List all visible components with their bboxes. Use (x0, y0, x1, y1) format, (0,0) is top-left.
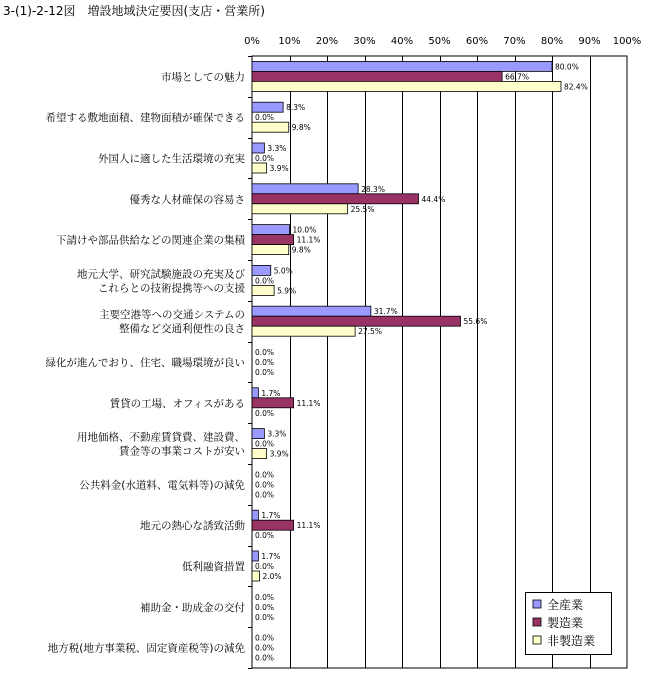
data-label: 0.0% (255, 653, 275, 663)
data-label: 0.0% (255, 643, 275, 653)
category-label-line: 整備など交通利便性の良さ (119, 323, 245, 336)
data-label: 3.3% (267, 429, 287, 439)
category-label-line: 公共料金(水道料、電気料等)の減免 (79, 479, 245, 492)
bar (252, 551, 258, 561)
bar (252, 571, 260, 581)
data-label: 55.6% (463, 317, 488, 327)
bar (252, 316, 461, 326)
category-label (140, 601, 245, 614)
x-tick-label: 90% (578, 36, 601, 47)
category-label (77, 431, 245, 458)
bar (252, 449, 267, 459)
bar (252, 122, 289, 132)
bar (252, 81, 561, 91)
category-label-line: 地元の熱心な誘致活動 (140, 520, 245, 533)
legend (526, 593, 612, 655)
x-tick-label: 40% (390, 36, 414, 47)
x-tick-label: 10% (278, 36, 301, 47)
gridlines (252, 56, 627, 668)
category-label (130, 193, 246, 206)
legend-swatch (533, 636, 541, 644)
bar (252, 235, 294, 245)
data-label: 31.7% (373, 307, 398, 317)
x-tick-label: 30% (353, 36, 376, 47)
data-label: 0.0% (255, 612, 275, 622)
data-label: 8.3% (286, 103, 306, 113)
x-tick-label: 0% (244, 36, 260, 47)
data-label: 9.8% (291, 245, 311, 255)
category-label (140, 519, 245, 532)
data-label: 11.1% (296, 398, 321, 408)
bar (252, 204, 348, 214)
data-label: 0.0% (255, 276, 275, 286)
category-label-line: 補助金・助成金の交付 (140, 601, 245, 614)
bar (252, 520, 294, 530)
data-label: 27.5% (358, 327, 382, 337)
data-label: 28.3% (361, 184, 385, 194)
bar (252, 71, 502, 81)
data-label: 1.7% (261, 388, 281, 398)
legend-swatch (533, 618, 541, 626)
category-label (56, 234, 246, 247)
category-label (77, 267, 245, 294)
bar (252, 102, 283, 112)
data-label: 0.0% (255, 368, 275, 377)
category-label-line: 地元大学、研究試験施設の充実及び (77, 268, 245, 281)
data-label: 0.0% (255, 592, 275, 602)
bar (252, 225, 290, 235)
data-label: 82.4% (564, 82, 588, 92)
category-label-line: 希望する敷地面積、建物面積が確保できる (45, 112, 245, 125)
legend-label: 製造業 (547, 616, 584, 630)
category-label-line: これらとの技術提携等への支援 (98, 282, 245, 295)
category-label (99, 308, 245, 335)
data-label: 0.0% (255, 531, 275, 541)
bar (252, 398, 294, 408)
data-label: 0.0% (255, 633, 275, 643)
data-label: 0.0% (255, 408, 275, 418)
category-label-line: 外国人に適した生活環境の充実 (98, 153, 245, 165)
data-label: 0.0% (255, 480, 275, 490)
axes (248, 57, 252, 669)
data-label: 0.0% (255, 602, 275, 612)
x-tick-label: 70% (503, 36, 526, 47)
legend-label: 全産業 (547, 598, 584, 612)
x-tick-label: 20% (315, 36, 339, 47)
category-label-line: 主要空港等への交通システムの (99, 309, 245, 322)
data-label: 0.0% (255, 154, 275, 163)
bar (252, 61, 552, 71)
data-label: 0.0% (255, 358, 275, 367)
x-tick-label: 100% (612, 36, 642, 47)
data-label: 3.3% (267, 144, 287, 153)
data-label: 3.9% (269, 164, 289, 173)
category-label-line: 低利融資措置 (182, 561, 245, 573)
category-label-line: 用地価格、不動産賃貸費、建設費、 (77, 431, 245, 444)
category-label (46, 356, 246, 369)
category-label-line: 地方税(地方事業税、固定資産税等)の減免 (47, 642, 245, 655)
x-axis-ticks (244, 36, 641, 47)
data-label: 9.8% (291, 123, 311, 133)
category-labels (46, 70, 247, 654)
x-tick-label: 60% (465, 36, 489, 47)
category-label (161, 70, 245, 83)
category-label (182, 560, 245, 573)
category-label-line: 下請けや部品供給などの関連企業の集積 (56, 234, 245, 247)
data-label: 11.1% (296, 235, 321, 245)
category-label-line: 賃金等の事業コストが安い (119, 445, 245, 458)
category-label (48, 642, 246, 655)
legend-label: 非製造業 (547, 634, 596, 648)
data-label: 2.0% (262, 572, 282, 581)
data-label: 5.9% (277, 286, 297, 296)
bar (252, 510, 258, 520)
legend-swatch (533, 600, 541, 608)
bar (252, 184, 358, 194)
bar (252, 143, 264, 153)
data-label: 0.0% (255, 562, 275, 571)
data-label: 0.0% (255, 470, 275, 480)
data-label: 0.0% (255, 113, 275, 123)
bar (252, 194, 419, 204)
bar (252, 306, 371, 316)
data-label: 66.7% (505, 72, 529, 82)
data-label: 1.7% (261, 511, 281, 521)
bar (252, 429, 264, 439)
category-label-line: 優秀な人材確保の容易さ (129, 193, 245, 206)
x-tick-label: 50% (428, 36, 451, 47)
category-label-line: 市場としての魅力 (161, 71, 245, 84)
data-label: 11.1% (296, 521, 321, 531)
data-label: 80.0% (555, 62, 579, 72)
category-label (98, 152, 245, 165)
data-label: 0.0% (255, 490, 275, 500)
plot-area (252, 56, 627, 668)
data-label: 10.0% (292, 225, 317, 235)
data-label: 0.0% (255, 439, 275, 449)
chart-title: 3-(1)-2-12図 増設地域決定要因(支店・営業所) (3, 4, 265, 18)
category-label (46, 111, 246, 124)
bar (252, 245, 289, 255)
bar (252, 388, 258, 398)
bar (252, 326, 355, 336)
bar (252, 265, 271, 275)
x-tick-label: 80% (540, 36, 564, 47)
category-label-line: 緑化が進んでおり、住宅、職場環境が良い (45, 357, 245, 369)
data-label: 3.9% (269, 449, 289, 459)
category-label-line: 賃貸の工場、オフィスがある (109, 397, 245, 410)
data-label: 0.0% (255, 348, 275, 357)
data-label: 1.7% (261, 552, 281, 561)
bar (252, 163, 267, 173)
category-label (110, 397, 245, 410)
data-label: 25.5% (350, 204, 375, 214)
category-label (79, 478, 245, 491)
data-label: 5.0% (273, 266, 293, 276)
bar (252, 285, 274, 295)
data-label: 44.4% (421, 194, 446, 204)
